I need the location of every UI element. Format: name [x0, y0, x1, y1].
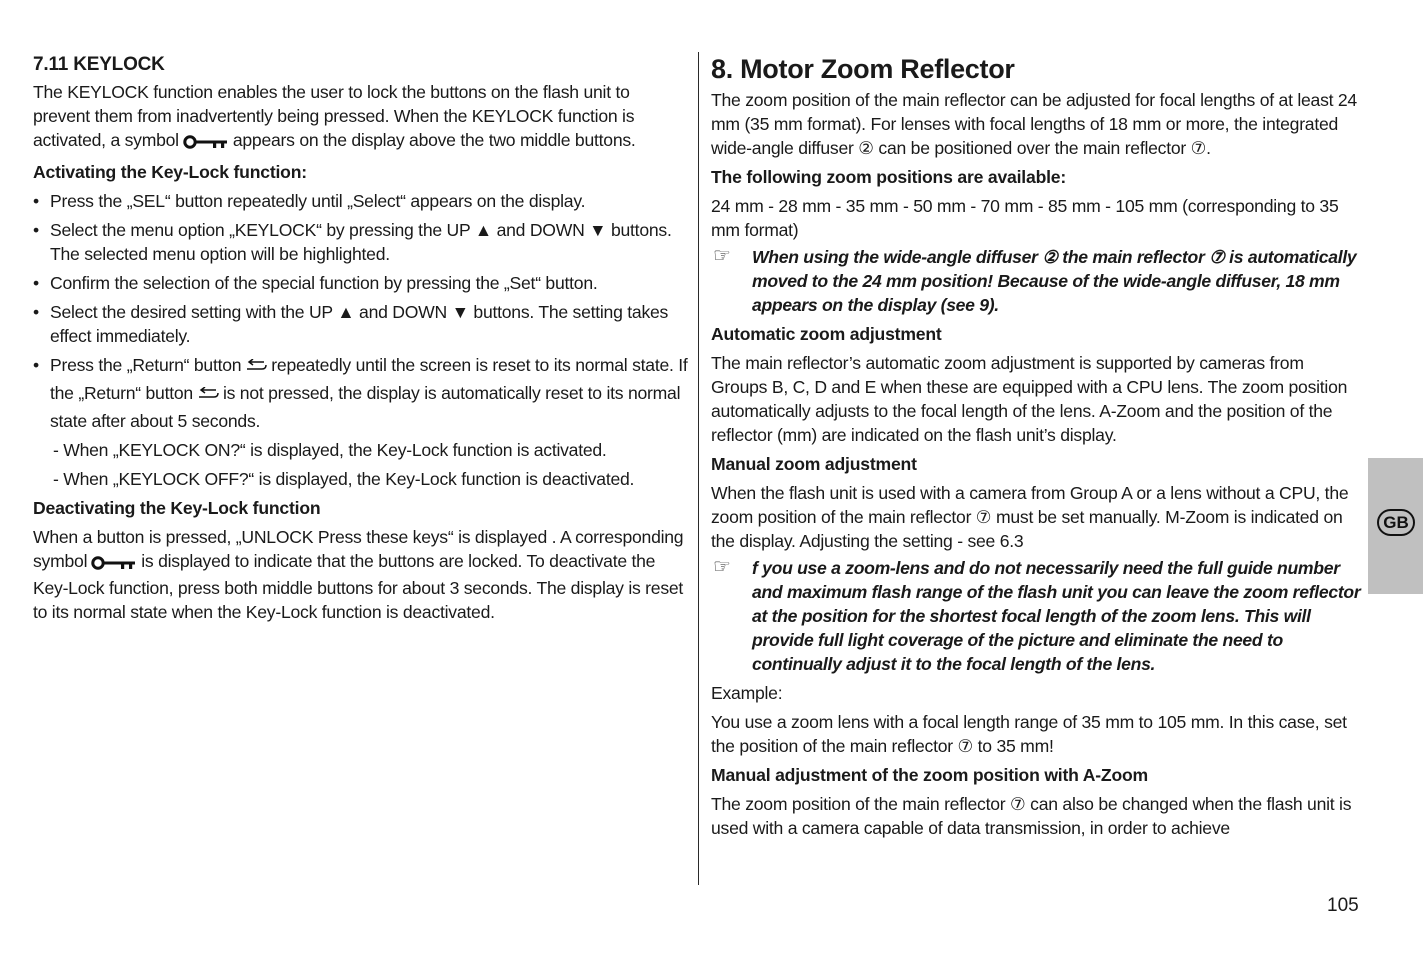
bullet-text: is not pressed, the display is automatically reset to its normal state after about 5 seconds.	[50, 383, 681, 431]
example-label: Example:	[711, 683, 783, 703]
zoom-intro: The zoom position of the main reflector can be adjusted for focal lengths of at least 24 mm (35 mm format). For lenses with focal lengths of 18 mm or more, the integrated wide-angle diffuser ② can be positioned over the main reflector ⑦.	[711, 90, 1357, 158]
list-item	[33, 218, 688, 266]
auto-zoom-text: The main reflector’s automatic zoom adjustment is supported by cameras from Groups B, C, D and E when these are equipped with a CPU lens. The zoom position automatically adjusts to the focal length of the lens. A-Zoom and the position of the reflector (mm) are indicated on the flash unit’s display.	[711, 353, 1348, 445]
left-column	[33, 52, 688, 624]
bullet-text: repeatedly until the screen is reset to its normal state. If the „Return“ button	[50, 355, 688, 403]
deactivating-text-b: is displayed to indicate that the buttons are locked. To deactivate the Key-Lock function, press both middle buttons for about 3 seconds. The display is reset to its normal state when the Key-Lock function is deactivated.	[33, 551, 684, 622]
return-icon	[196, 385, 220, 409]
note-text: f you use a zoom-lens and do not necessarily need the full guide number and maximum flash range of the flash unit you can leave the zoom reflector at the position for the shortest focal length of the zoom lens. This will provide full light coverage of the picture and eliminate the need to continually adjust it to the focal length of the lens.	[752, 558, 1361, 674]
auto-zoom-heading: Automatic zoom adjustment	[711, 324, 942, 344]
bullet-text: Confirm the selection of the special function by pressing the „Set“ button.	[50, 273, 598, 293]
keylock-intro	[33, 80, 688, 155]
bullet-dot: •	[33, 220, 39, 240]
bullet-text: Press the „SEL“ button repeatedly until „Select“ appears on the display.	[50, 191, 586, 211]
manual-zoom-text: When the flash unit is used with a camera from Group A or a lens without a CPU, the zoom position of the main reflector ⑦ must be set manually. M-Zoom is indicated on the display. Adjusting the setting - see 6.3	[711, 483, 1349, 551]
deactivating-text-a: When a button is pressed, „UNLOCK Press these keys“ is displayed . A corresponding symbol	[33, 527, 684, 571]
pointing-hand-icon: ☞	[713, 556, 731, 578]
azoom-text: The zoom position of the main reflector ⑦ can also be changed when the flash unit is used with a camera capable of data transmission, in order to achieve	[711, 794, 1352, 838]
deactivating-heading: Deactivating the Key-Lock function	[33, 498, 321, 518]
azoom-heading: Manual adjustment of the zoom position with A-Zoom	[711, 765, 1148, 785]
bullet-dot: •	[33, 355, 39, 375]
note-text: When using the wide-angle diffuser ② the main reflector ⑦ is automatically moved to the 24 mm position! Because of the wide-angle diffuser, 18 mm appears on the display (see 9).	[752, 247, 1357, 315]
bullet-text: Select the menu option „KEYLOCK“ by pressing the UP ▲ and DOWN ▼ buttons. The selected menu option will be highlighted.	[50, 220, 672, 264]
page-title: 8. Motor Zoom Reflector	[711, 54, 1015, 84]
key-icon	[183, 131, 229, 155]
bullet-dot: •	[33, 302, 39, 322]
note-zoom-lens	[711, 556, 1363, 676]
language-badge: GB	[1377, 509, 1415, 536]
pointing-hand-icon: ☞	[713, 245, 731, 267]
section-heading-keylock: 7.11 KEYLOCK	[33, 54, 165, 75]
manual-zoom-heading: Manual zoom adjustment	[711, 454, 917, 474]
deactivating-text	[33, 525, 688, 624]
example-text: You use a zoom lens with a focal length range of 35 mm to 105 mm. In this case, set the position of the main reflector ⑦ to 35 mm!	[711, 712, 1347, 756]
list-item	[33, 271, 688, 295]
list-item	[33, 300, 688, 348]
bullet-text: Select the desired setting with the UP ▲ and DOWN ▼ buttons. The setting takes effect immediately.	[50, 302, 669, 346]
bullet-dot: •	[33, 273, 39, 293]
list-item	[33, 353, 688, 433]
note-wide-angle	[711, 245, 1363, 317]
return-icon	[244, 357, 268, 381]
right-column	[711, 52, 1363, 840]
activating-heading: Activating the Key-Lock function:	[33, 162, 307, 182]
zoom-positions-heading: The following zoom positions are available:	[711, 167, 1067, 187]
bullet-text: Press the „Return“ button	[50, 355, 242, 375]
dash-item-on: - When „KEYLOCK ON?“ is displayed, the Key-Lock function is activated.	[53, 440, 607, 460]
keylock-intro-text-a: The KEYLOCK function enables the user to lock the buttons on the flash unit to prevent them from inadvertently being pressed. When the KEYLOCK function is activated, a symbol	[33, 82, 635, 150]
list-item	[33, 189, 688, 213]
page-number: 105	[1327, 895, 1359, 916]
key-icon	[91, 552, 137, 576]
keylock-intro-text-b: appears on the display above the two middle buttons.	[232, 130, 636, 150]
dash-item-off: - When „KEYLOCK OFF?“ is displayed, the Key-Lock function is deactivated.	[53, 469, 635, 489]
bullet-dot: •	[33, 191, 39, 211]
column-divider	[698, 52, 699, 885]
zoom-positions-text: 24 mm - 28 mm - 35 mm - 50 mm - 70 mm - 85 mm - 105 mm (corresponding to 35 mm format)	[711, 196, 1339, 240]
